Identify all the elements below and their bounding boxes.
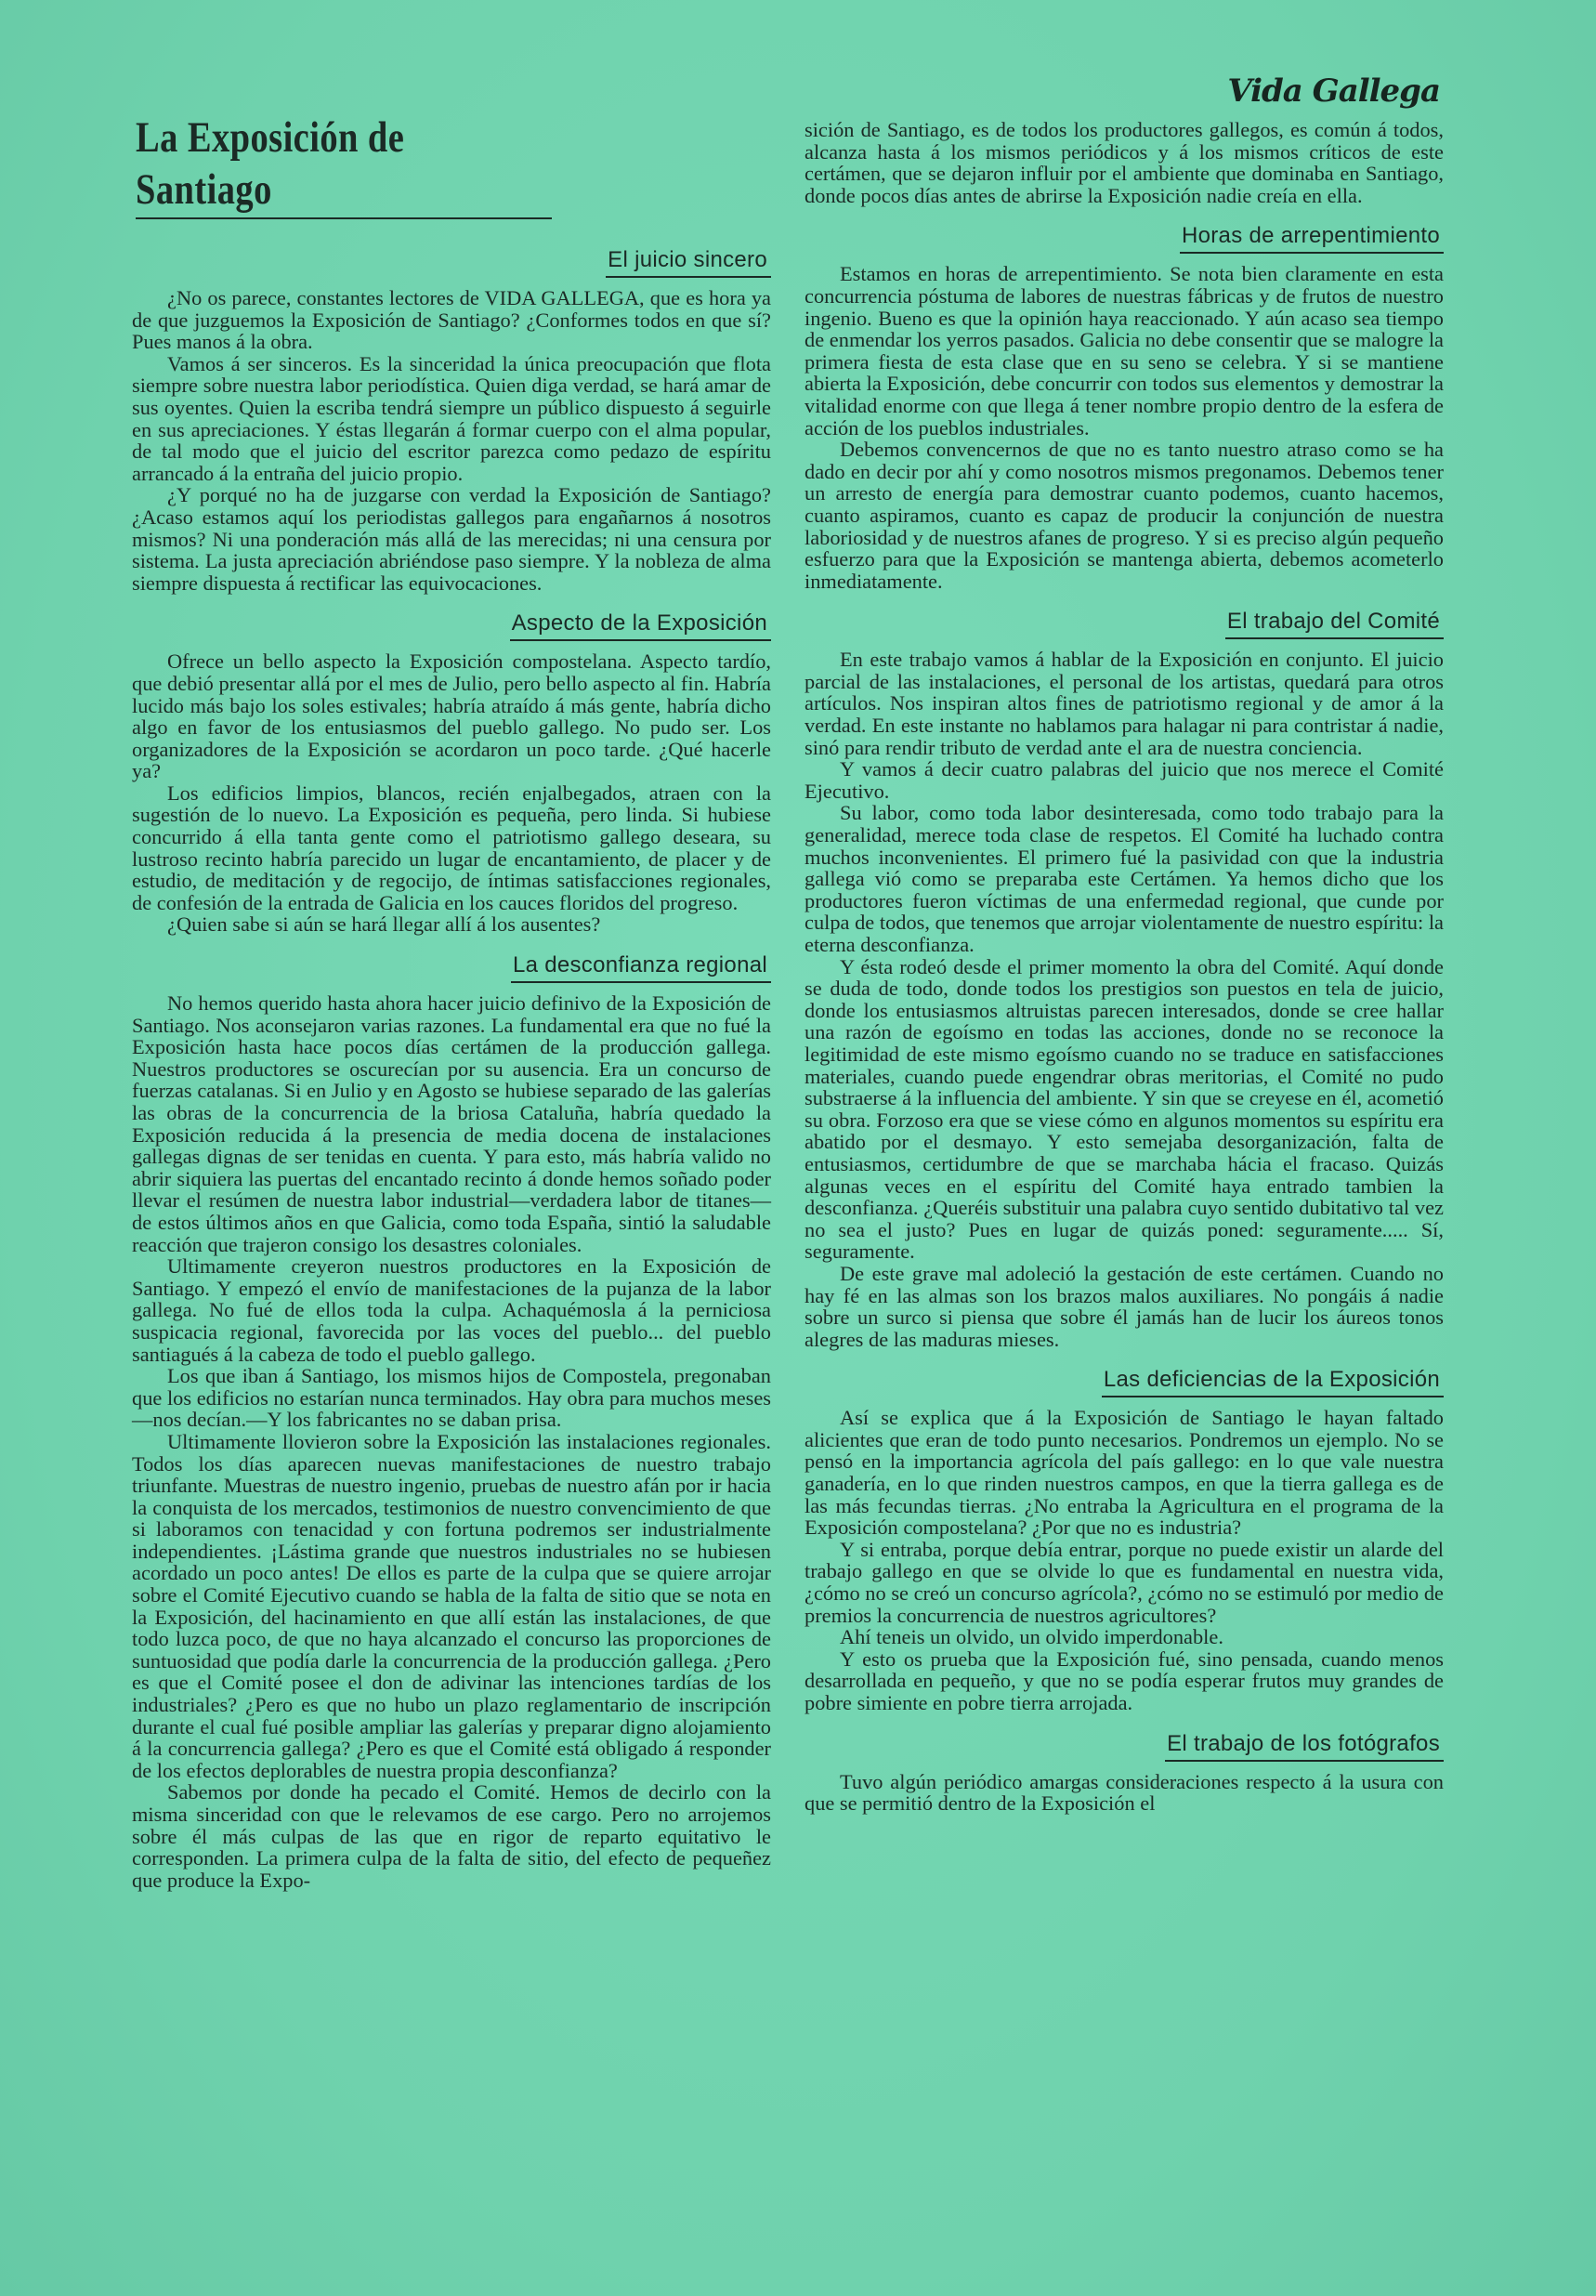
paragraph: Su labor, como toda labor desinteresada, como todo trabajo para la generalidad, merece toda clase de respetos. El Comité ha luchado contra muchos inconvenientes. El primero fué la pasividad con que la industria gallega vió como se preparaba este Certámen. Ya hemos dicho que los productores fueron víctimas de una enfermedad regional, que cunde por culpa de todos, que tenemos que arrojar violentamente de nuestro espíritu: la eterna desconfianza. <box>805 801 1444 956</box>
section-heading: Horas de arrepentimiento <box>1180 223 1444 254</box>
paragraph: Y esto os prueba que la Exposición fué, sino pensada, cuando menos desarrollada en pequeño, y que no se podía esperar frutos muy grandes de pobre simiente en pobre tierra arrojada. <box>805 1647 1444 1714</box>
title-underline <box>136 217 552 219</box>
section-heading-row <box>805 609 1444 639</box>
masthead-logo: Vida Gallega <box>1227 72 1440 110</box>
section-heading: El juicio sincero <box>606 247 771 278</box>
section-heading-row <box>132 247 771 278</box>
article-section <box>805 609 1444 1350</box>
paragraph: Y vamos á decir cuatro palabras del juicio que nos merece el Comité Ejecutivo. <box>805 757 1444 803</box>
paragraph: Y ésta rodeó desde el primer momento la obra del Comité. Aquí donde se duda de todo, donde todos los prestigios son puestos en tela de juicio, donde los entusiasmos altruistas parecen interesados, donde se cree hallar una razón de egoísmo en todas las acciones, donde no se reconoce la legitimidad de este mismo egoísmo cuando no se traduce en satisfacciones materiales, cuando puede engendrar obras meritorias, el Comité no pudo substraerse á la influencia del ambiente. Y sin que se creyese en él, acometió su obra. Forzoso era que se viese cómo en algunos momentos su espíritu era abatido por el desmayo. Y esto semejaba desorganización, falta de entusiasmos, certidumbre de que se marchaba hácia el fracaso. Quizás algunas veces en el espíritu del Comité haya entrado tambien la desconfianza. ¿Queréis substituir una palabra cuyo sentido dubitativo tal vez no sea el justo? Pues en lugar de quizás poned: seguramente..... Sí, seguramente. <box>805 954 1444 1264</box>
left-column <box>132 112 771 1891</box>
paragraph: Ofrece un bello aspecto la Exposición compostelana. Aspecto tardío, que debió presentar allá por el mes de Julio, pero bello aspecto al fin. Habría lucido más bajo los soles estivales; habría atraído á más gente, habría dicho algo en favor de los entusiasmos del pueblo gallego. No pudo ser. Los organizadores de la Exposición se acordaron un poco tarde. ¿Qué hacerle ya? <box>132 649 771 783</box>
section-heading: El trabajo de los fotógrafos <box>1165 1731 1444 1762</box>
section-heading-row <box>805 223 1444 254</box>
paragraph: Sabemos por donde ha pecado el Comité. Hemos de decirlo con la misma sinceridad con que le relevamos de ese cargo. Pero no arrojemos sobre él más culpas de las que en rigor de reparto equitativo le corresponden. La primera culpa de la falta de sitio, del efecto de pequeñez que produce la Expo- <box>132 1780 771 1892</box>
section-heading: Las deficiencias de la Exposición <box>1102 1367 1444 1397</box>
left-sections <box>132 247 771 1891</box>
paragraph: Estamos en horas de arrepentimiento. Se nota bien claramente en esta concurrencia póstuma de labores de nuestras fábricas y de frutos de nuestro ingenio. Bueno es que la opinión haya reaccionado. Y aún acaso sea tiempo de enmendar los yerros pasados. Galicia no debe consentir que se malogre la primera fiesta de esta clase que en su seno se celebra. Y si se mantiene abierta la Exposición, debe concurrir con todos sus elementos y demostrar la vitalidad enorme con que llega á tener nombre propio dentro de la esfera de acción de los pueblos industriales. <box>805 262 1444 440</box>
section-heading-row <box>132 610 771 641</box>
paragraph: De este grave mal adoleció la gestación de este certámen. Cuando no hay fé en las almas son los brazos malos auxiliares. No pongáis á nadie sobre un surco si piensa que sobre él jamás han de lucir los áureos tonos alegres de las maduras mieses. <box>805 1261 1444 1351</box>
paragraph: Los que iban á Santiago, los mismos hijos de Compostela, pregonaban que los edificios no estarían nunca terminados. Hay obra para muchos meses—nos decían.—Y los fabricantes no se daban prisa. <box>132 1364 771 1432</box>
paragraph: Así se explica que á la Exposición de Santiago le hayan faltado alicientes que eran de todo punto necesarios. Pondremos un ejemplo. No se pensó en la importancia agrícola del país gallego: en lo que vale nuestra ganadería, en lo que rinden nuestros campos, en que la tierra gallega es de las más fecundas tierras. ¿No entraba la Agricultura en el programa de la Exposición compostelana? ¿Por que no es industria? <box>805 1406 1444 1540</box>
paragraph: Y si entraba, porque debía entrar, porque no puede existir un alarde del trabajo gallego en que se olvide lo que es fundamental en nuestra vida, ¿cómo no se creó un concurso agrícola?, ¿cómo no se estimuló por medio de premios la concurrencia de nuestros agricultores? <box>805 1537 1444 1627</box>
paragraph: En este trabajo vamos á hablar de la Exposición en conjunto. El juicio parcial de las instalaciones, el personal de los artistas, quedará para otros artículos. Nos inspiran altos fines de patriotismo regional y de amor á la verdad. En este instante no hablamos para halagar ni para contristar á nadie, sinó para rendir tributo de verdad ante el ara de nuestra conciencia. <box>805 648 1444 759</box>
section-heading: La desconfianza regional <box>511 952 771 983</box>
article-section <box>132 610 771 936</box>
article-section <box>805 1731 1444 1815</box>
paragraph: ¿Y porqué no ha de juzgarse con verdad la Exposición de Santiago? ¿Acaso estamos aquí los periodistas gallegos para engañarnos á nosotros mismos? Ni una ponderación más allá de las merecidas; ni una censura por sistema. La justa apreciación abriéndose paso siempre. Y la nobleza de alma siempre dispuesta á rectificar las equivocaciones. <box>132 483 771 595</box>
article-section <box>805 1367 1444 1713</box>
paragraph: sición de Santiago, es de todos los productores gallegos, es común á todos, alcanza hasta á los mismos periódicos y á los mismos críticos de este certámen, que se dejaron influir por el ambiente que dominaba en Santiago, donde pocos días antes de abrirse la Exposición nadie creía en ella. <box>805 118 1444 207</box>
paragraph: Los edificios limpios, blancos, recién enjalbegados, atraen con la sugestión de lo nuevo. La Exposición es pequeña, pero linda. Si hubiese concurrido á ella tanta gente como el patriotismo gallego deseara, su lustroso recinto habría parecido un lugar de encantamiento, de placer y de estudio, de meditación y de regocijo, de íntimas satisfacciones regionales, de confesión de la entrada de Galicia en los cauces floridos del progreso. <box>132 781 771 914</box>
section-heading-row <box>132 952 771 983</box>
article-title: La Exposición de Santiago <box>136 113 405 214</box>
article-section <box>132 952 771 1891</box>
paragraph: Debemos convencernos de que no es tanto nuestro atraso como se ha dado en decir por ahí y como nosotros mismos pregonamos. Debemos tener un arresto de energía para demostrar cuanto podemos, cuanto hacemos, cuanto aspiramos, cuanto es capaz de producir la conjunción de nuestra laboriosidad y de nuestros afanes de progreso. Y si es preciso algún pequeño esfuerzo para que la Exposición se mantenga abierta, debemos acometerlo inmediatamente. <box>805 438 1444 593</box>
paragraph: Ultimamente creyeron nuestros productores en la Exposición de Santiago. Y empezó el envío de manifestaciones de la pujanza de la labor gallega. No fué de ellos toda la culpa. Achaquémosla á la perniciosa suspicacia regional, favorecida por las voces del pueblo... del pueblo santiagués á la cabeza de todo el pueblo gallego. <box>132 1254 771 1366</box>
section-heading-row <box>805 1367 1444 1397</box>
paragraph: Ultimamente llovieron sobre la Exposición las instalaciones regionales. Todos los días aparecen nuevas manifestaciones de nuestro trabajo triunfante. Muestras de nuestro ingenio, pruebas de nuestro afán por ir hacia la conquista de los mercados, testimonios de nuestro convencimiento de que si laboramos con tenacidad y con fortuna podremos ser industrialmente independientes. ¡Lástima grande que nuestros industriales no se hubiesen acordado un poco antes! De ellos es parte de la culpa que se quiere arrojar sobre el Comité Ejecutivo cuando se habla de la falta de sitio que se nota en la Exposición, del hacinamiento en que allí están las instalaciones, de que todo luzca poco, de que no haya alcanzado el concurso las proporciones de suntuosidad que podía darle la concurrencia de la producción gallega. ¿Pero es que el Comité posee el don de adivinar las intenciones tardías de los industriales? ¿Pero es que no hubo un plazo reglamentario de inscripción durante el cual fué posible ampliar las galerías y preparar digno alojamiento á la concurrencia gallega? ¿Pero es que el Comité está obligado á responder de los efectos deplorables de nuestra propia desconfianza? <box>132 1429 771 1782</box>
paragraph: Ahí teneis un olvido, un olvido imperdonable. <box>840 1625 1223 1649</box>
paragraph: ¿No os parece, constantes lectores de VIDA GALLEGA, que es hora ya de que juzguemos la Exposición de Santiago? ¿Conformes todos en que sí? Pues manos á la obra. <box>132 286 771 354</box>
article-section <box>805 223 1444 592</box>
paragraph: Vamos á ser sinceros. Es la sinceridad la única preocupación que flota siempre sobre nuestra labor periodística. Quien diga verdad, se hará amar de sus oyentes. Quien la escriba tendrá siempre un público dispuesto á seguirle en sus apreciaciones. Y éstas llegarán á formar cuerpo con el alma popular, de tal modo que el juicio del escritor parezca como pedazo de espíritu arrancado á la entraña del juicio propio. <box>132 351 771 485</box>
section-heading-row <box>805 1731 1444 1762</box>
right-sections <box>805 119 1444 1815</box>
paragraph: No hemos querido hasta ahora hacer juicio definivo de la Exposición de Santiago. Nos aconsejaron varias razones. La fundamental era que no fué la Exposición hasta hace pocos días certámen de la producción gallega. Nuestros productores se oscurecían por su ausencia. Era un concurso de fuerzas catalanas. Si en Julio y en Agosto se hubiese separado de las galerías las obras de la concurrencia de la briosa Cataluña, habría quedado la Exposición reducida á la presencia de media docena de instalaciones gallegas dignas de ser tenidas en cuenta. Y para esto, más habría valido no abrir siquiera las puertas del encantado recinto á donde hemos soñado poder llevar el resúmen de nuestra labor industrial—verdadera labor de titanes—de estos últimos años en que Galicia, como toda España, sintió la saludable reacción que trajeron consigo los desastres coloniales. <box>132 991 771 1256</box>
article-section <box>132 247 771 594</box>
section-heading: El trabajo del Comité <box>1225 609 1444 639</box>
right-column <box>805 119 1444 1815</box>
section-heading: Aspecto de la Exposición <box>510 610 771 641</box>
article-section <box>805 119 1444 206</box>
paragraph: ¿Quien sabe si aún se hará llegar allí á los ausentes? <box>167 912 601 937</box>
paragraph: Tuvo algún periódico amargas consideraciones respecto á la usura con que se permitió dentro de la Exposición el <box>805 1769 1444 1816</box>
